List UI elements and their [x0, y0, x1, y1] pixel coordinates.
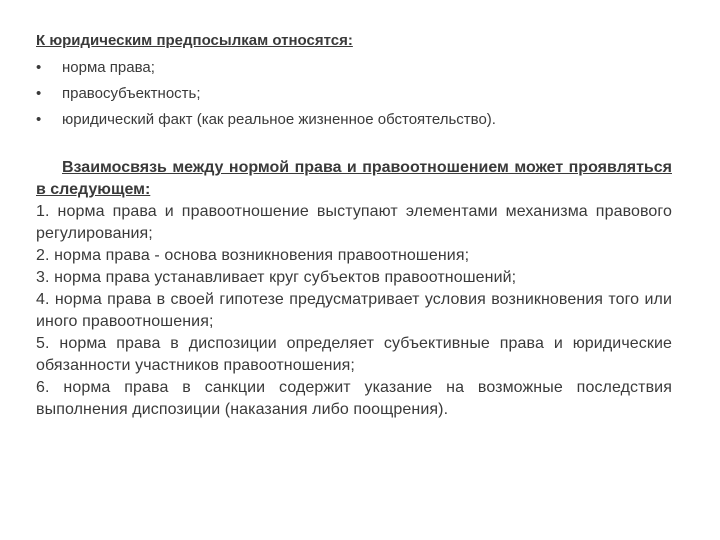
preconditions-section: [36, 30, 676, 133]
list-item: [36, 107, 676, 133]
relation-point: 3. норма права устанавливает круг субъектов правоотношений;: [36, 269, 517, 286]
list-item-text: правосубъектность;: [62, 85, 201, 102]
bullet-icon: •: [36, 59, 42, 76]
bullet-icon: •: [36, 85, 42, 102]
preconditions-heading: К юридическим предпосылкам относятся:: [36, 32, 353, 49]
relation-heading: Взаимосвязь между нормой права и правоотношением может проявляться в следующем:: [36, 159, 672, 198]
relation-point: 5. норма права в диспозиции определяет субъективные права и юридические обязанности участников правоотношения;: [36, 335, 672, 374]
relation-point: 2. норма права - основа возникновения правоотношения;: [36, 247, 470, 264]
relation-section: [36, 157, 672, 421]
relation-point: 1. норма права и правоотношение выступают элементами механизма правового регулирования;: [36, 203, 672, 242]
list-item-text: норма права;: [62, 59, 155, 76]
relation-point: 6. норма права в санкции содержит указание на возможные последствия выполнения диспозиции (наказания либо поощрения).: [36, 379, 672, 418]
list-item: [36, 81, 676, 107]
bullet-icon: •: [36, 111, 42, 128]
relation-points: [36, 201, 672, 421]
list-item-text: юридический факт (как реальное жизненное обстоятельство).: [62, 111, 496, 128]
list-item: [36, 55, 676, 81]
preconditions-list: [36, 55, 676, 133]
relation-point: 4. норма права в своей гипотезе предусматривает условия возникновения того или иного правоотношения;: [36, 291, 672, 330]
